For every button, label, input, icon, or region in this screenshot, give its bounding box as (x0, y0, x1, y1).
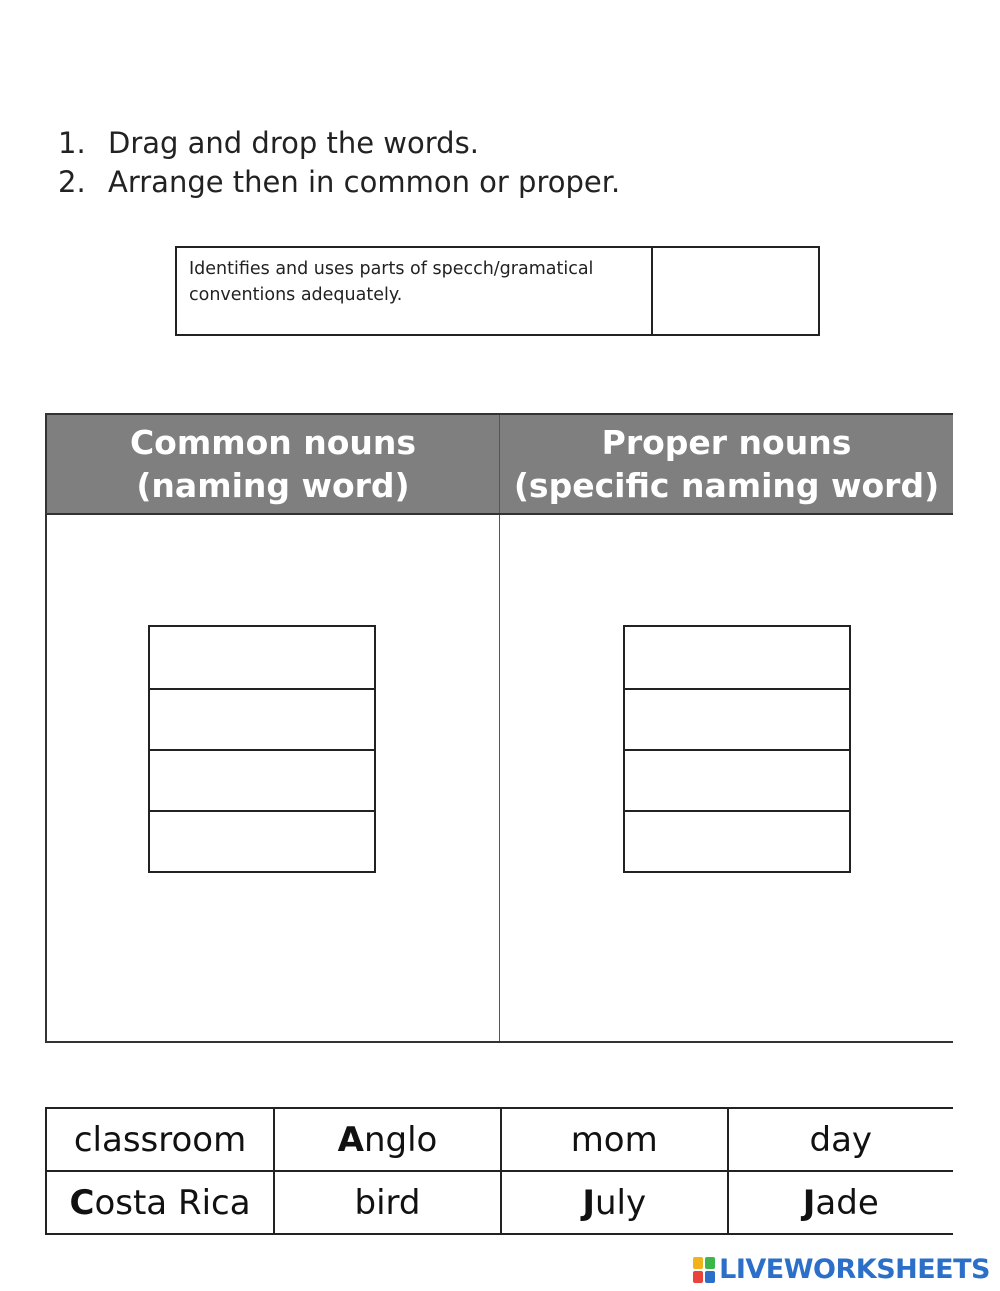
proper-header-line2: (specific naming word) (513, 466, 940, 505)
common-nouns-drop-zone (148, 625, 376, 873)
common-drop-slot[interactable] (148, 688, 376, 751)
word-tile-anglo[interactable]: Anglo (274, 1108, 501, 1171)
proper-drop-slot[interactable] (623, 810, 851, 873)
common-drop-slot[interactable] (148, 749, 376, 812)
proper-drop-slot[interactable] (623, 749, 851, 812)
common-header-line2: (naming word) (136, 466, 410, 505)
rubric-score-cell (653, 248, 818, 334)
word-tile-classroom[interactable]: classroom (46, 1108, 274, 1171)
word-tile-mom[interactable]: mom (501, 1108, 728, 1171)
instruction-item (58, 124, 620, 163)
common-header-line1: Common nouns (129, 423, 417, 462)
logo-square (705, 1271, 715, 1283)
proper-header-line1: Proper nouns (601, 423, 852, 462)
instruction-text: Drag and drop the words. (108, 126, 479, 160)
logo-square (693, 1271, 703, 1283)
word-tile-july[interactable]: July (501, 1171, 728, 1234)
word-bank (45, 1107, 953, 1235)
proper-nouns-header (500, 415, 953, 513)
common-nouns-header (47, 415, 500, 513)
rubric-criterion: Identifies and uses parts of specch/gramatical conventions adequately. (177, 248, 653, 334)
column-divider (499, 515, 500, 1041)
common-drop-slot[interactable] (148, 625, 376, 690)
word-tile-bird[interactable]: bird (274, 1171, 501, 1234)
word-tile-jade[interactable]: Jade (728, 1171, 953, 1234)
instruction-number: 2. (58, 165, 86, 199)
noun-sort-table (45, 413, 953, 1043)
liveworksheets-logo-icon (693, 1257, 715, 1283)
proper-drop-slot[interactable] (623, 625, 851, 690)
proper-nouns-drop-zone (623, 625, 851, 873)
word-tile-costa-rica[interactable]: Costa Rica (46, 1171, 274, 1234)
instruction-text: Arrange then in common or proper. (108, 165, 621, 199)
logo-square (693, 1257, 703, 1269)
instruction-item (58, 163, 620, 202)
logo-square (705, 1257, 715, 1269)
word-bank-row (46, 1108, 953, 1171)
rubric-table (175, 246, 820, 336)
word-bank-row (46, 1171, 953, 1234)
word-tile-day[interactable]: day (728, 1108, 953, 1171)
common-drop-slot[interactable] (148, 810, 376, 873)
brand-name: LIVEWORKSHEETS (719, 1254, 990, 1285)
proper-drop-slot[interactable] (623, 688, 851, 751)
instruction-number: 1. (58, 126, 86, 160)
instructions-list (58, 124, 620, 202)
sort-table-header (47, 415, 953, 515)
brand-footer (693, 1254, 990, 1285)
